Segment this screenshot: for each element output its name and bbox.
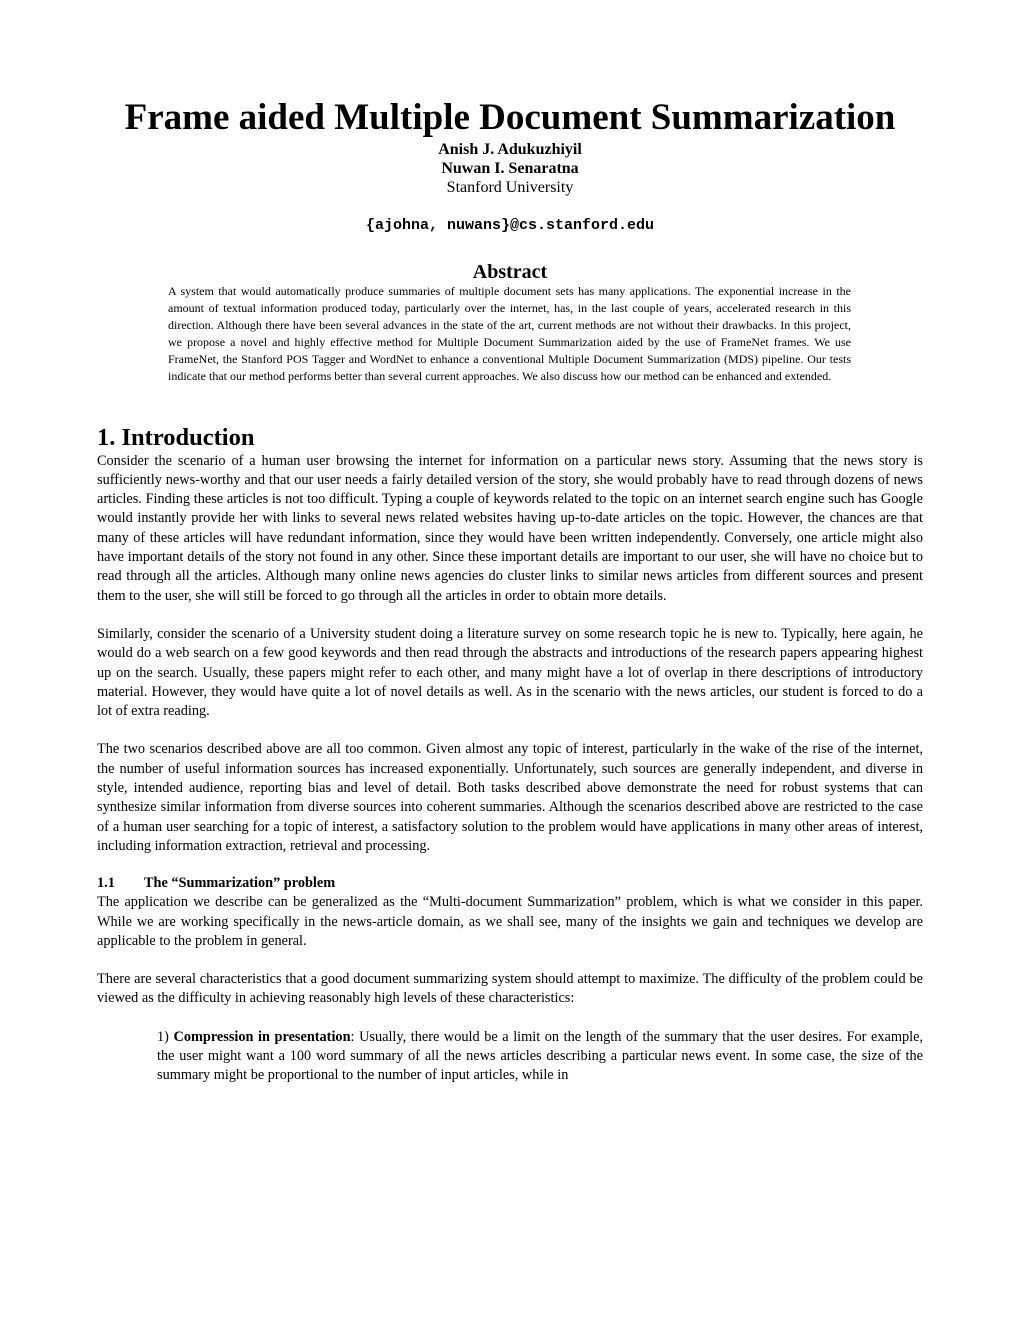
abstract-heading: Abstract [472, 261, 548, 283]
list-term: Compression in presentation [173, 1028, 351, 1045]
author-name: Anish J. Adukuzhiyil [438, 141, 582, 158]
subsection-number: 1.1 [97, 875, 115, 892]
author-name: Nuwan I. Senaratna [441, 160, 579, 177]
body-paragraph: The two scenarios described above are all too common. Given almost any topic of interest, particularly in the wake of the rise of the internet, the number of useful information sources has increased exponentially. Unfortunately, such sources are generally independent, and diverse in style, intended audience, reporting bias and level of detail. Both tasks described above demonstrate the need for robust systems that can synthesize similar information from diverse sources into coherent summaries. Although the scenarios described above are restricted to the case of a human user searching for a topic of interest, a satisfactory solution to the problem would have applications in many other areas of interest, including information extraction, retrieval and processing. [97, 741, 923, 854]
abstract-text: A system that would automatically produce summaries of multiple document sets has many applications. The exponential increase in the amount of textual information produced today, particularly over the internet, has, in the last couple of years, accelerated research in this direction. Although there have been several advances in the state of the art, current methods are not without their drawbacks. In this project, we propose a novel and highly effective method for Multiple Document Summarization aided by the use of FrameNet frames. We use FrameNet, the Stanford POS Tagger and WordNet to enhance a conventional Multiple Document Summarization (MDS) pipeline. Our tests indicate that our method performs better than several current approaches. We also discuss how our method can be enhanced and extended. [168, 284, 851, 384]
author-email: {ajohna, nuwans}@cs.stanford.edu [365, 217, 655, 234]
body-paragraph: There are several characteristics that a good document summarizing system should attempt to maximize. The difficulty of the problem could be viewed as the difficulty in achieving reasonably high levels of these characteristics: [97, 971, 923, 1007]
list-item [157, 1028, 923, 1086]
paper-page [97, 96, 923, 1086]
body-paragraph: Similarly, consider the scenario of a University student doing a literature survey on some research topic he is new to. Typically, here again, he would do a web search on a few good keywords and then read through the abstracts and introductions of the research papers appearing highest up on the search. Usually, these papers might refer to each other, and many might have a lot of overlap in there descriptions of introductory material. However, they would have quite a lot of novel details as well. As in the scenario with the news articles, our student is forced to do a lot of extra reading. [97, 625, 923, 720]
subsection-title: The “Summarization” problem [144, 875, 336, 892]
paper-title: Frame aided Multiple Document Summarization [124, 97, 896, 138]
list-text: : Usually, there would be a limit on the length of the summary that the user desires. For example, the user might want a 100 word summary of all the news articles describing a particular news event. In some case, the size of the summary might be proportional to the number of input articles, while in [157, 1028, 923, 1084]
subsection-heading [97, 874, 923, 893]
section-heading-introduction: 1. Introduction [97, 423, 255, 451]
list-marker: 1) [157, 1028, 169, 1045]
body-paragraph: The application we describe can be generalized as the “Multi-document Summarization” problem, which is what we consider in this paper. While we are working specifically in the news-article domain, as we shall see, many of the insights we gain and techniques we develop are applicable to the problem in general. [97, 894, 923, 949]
affiliation: Stanford University [446, 179, 574, 196]
body-paragraph: Consider the scenario of a human user browsing the internet for information on a particular news story. Assuming that the news story is sufficiently news-worthy and that our user needs a fairly detailed version of the story, she would probably have to read through dozens of news articles. Finding these articles is not too difficult. Typing a couple of keywords related to the topic on an internet search engine such has Google would instantly provide her with links to several news related websites having up-to-date articles on the topic. However, the chances are that many of these articles will have redundant information, since they would have been written independently. Conversely, one article might also have important details of the story not found in any other. Since these important details are important to our user, she will have no choice but to read through all the articles. Although many online news agencies do cluster links to similar news articles from different sources and present them to the user, she will still be forced to go through all the articles in order to obtain more details. [97, 452, 923, 604]
